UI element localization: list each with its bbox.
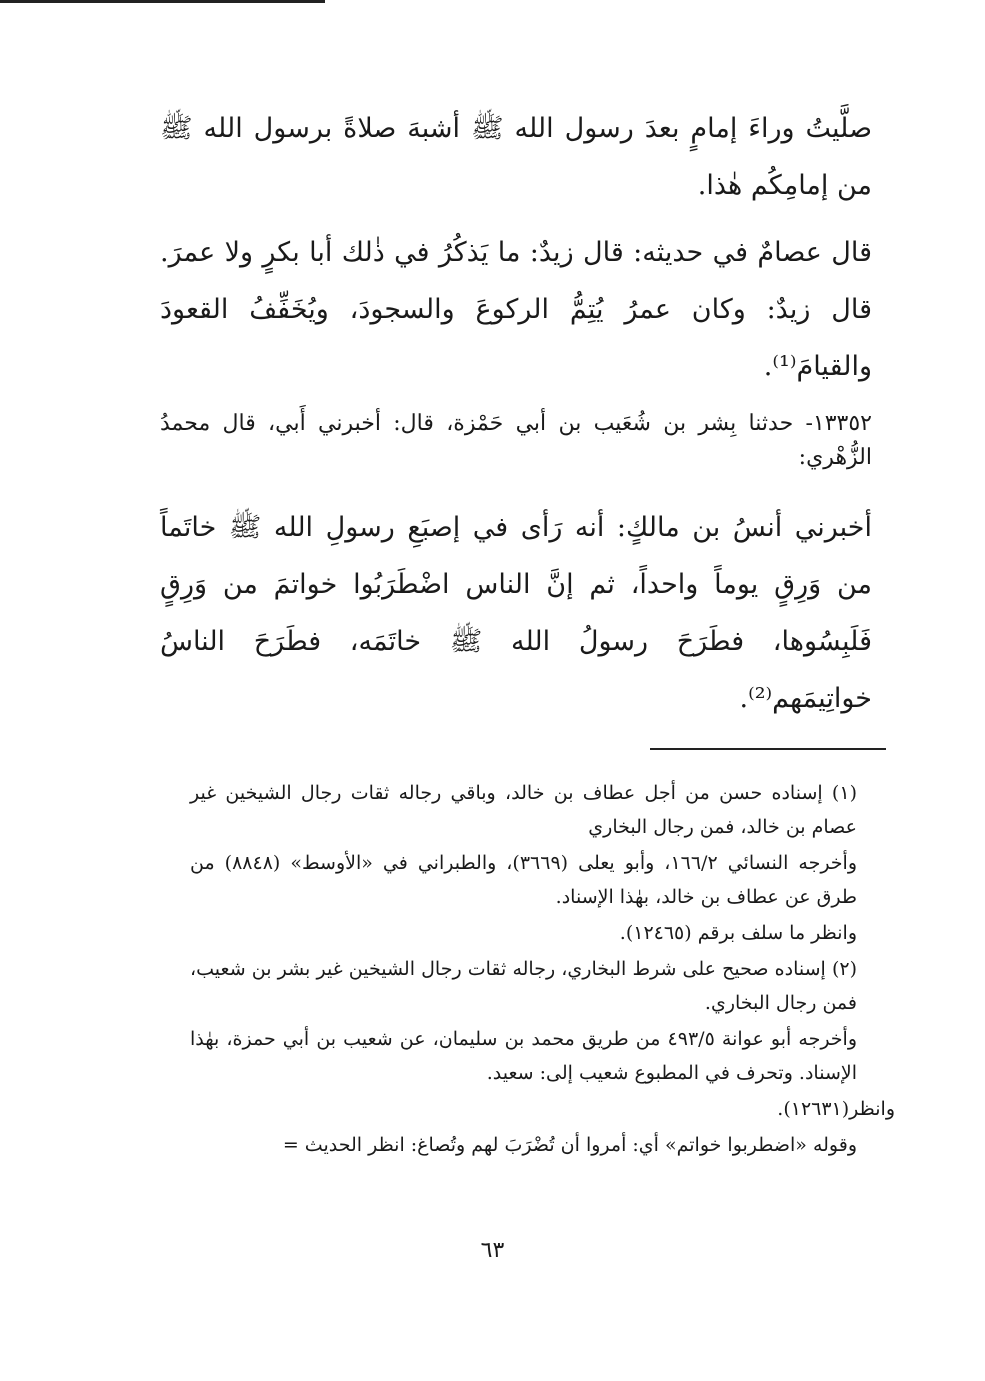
footnote-separator	[650, 748, 886, 750]
hadith-chain: ١٣٣٥٢- حدثنا بِشر بن شُعَيب بن أبي حَمْزة، قال: أخبرني أَبي، قال محمدُ الزُّهْري:	[160, 411, 872, 470]
page-number: ٦٣	[480, 1238, 505, 1263]
footnotes	[190, 776, 895, 1164]
footnote-1-see-also: وانظر ما سلف برقم (١٢٤٦٥).	[619, 922, 857, 944]
main-text	[160, 100, 872, 737]
paragraph-2: قال عصامٌ في حديثه: قال زيدٌ: ما يَذكُرُ في ذٰلك أبا بكرٍ ولا عمرَ. قال زيدٌ: وكان عمرُ يُتِمُّ الركوعَ والسجودَ، ويُخَفِّفُ القعودَ والقيامَ⁽¹⁾.	[160, 237, 872, 382]
footnote-1-takhrij: وأخرجه النسائي ١٦٦/٢، وأبو يعلى (٣٦٦٩)، والطبراني في «الأوسط» (٨٨٤٨) من طرق عن عطاف بن خالد، بهٰذا الإسناد.	[190, 852, 858, 908]
footnote-2-see-also: وانظر(١٢٦٣١).	[777, 1098, 895, 1120]
footnote-2: (٢) إسناده صحيح على شرط البخاري، رجاله ثقات رجال الشيخين غير بشر بن شعيب، فمن رجال البخاري.	[190, 958, 857, 1014]
top-rule	[0, 0, 325, 3]
paragraph-1: صلَّيتُ وراءَ إمامٍ بعدَ رسول الله ﷺ أشبهَ صلاةً برسول الله ﷺ من إمامِكُم هٰذا.	[160, 113, 872, 201]
footnote-2-gloss: وقوله «اضطربوا خواتم» أي: أمروا أن تُضْرَبَ لهم وتُصاغ: انظر الحديث =	[282, 1134, 857, 1156]
hadith-text: أخبرني أنسُ بن مالكٍ: أنه رَأى في إصبَعِ رسولِ الله ﷺ خاتَماً من وَرِقٍ يوماً واحداً، ثم إنَّ الناس اضْطَرَبُوا خواتمَ من وَرِقٍ فَلَبِسُوها، فطَرَحَ رسولُ الله ﷺ خاتَمَه، فطَرَحَ الناسُ خواتِيمَهم⁽²⁾.	[160, 512, 872, 714]
footnote-1: (١) إسناده حسن من أجل عطاف بن خالد، وباقي رجاله ثقات رجال الشيخين غير عصام بن خالد، فمن رجال البخاري	[190, 782, 857, 838]
footnote-2-takhrij: وأخرجه أبو عوانة ٤٩٣/٥ من طريق محمد بن سليمان، عن شعيب بن أبي حمزة، بهٰذا الإسناد. وتحرف في المطبوع شعيب إلى: سعيد.	[190, 1028, 858, 1084]
